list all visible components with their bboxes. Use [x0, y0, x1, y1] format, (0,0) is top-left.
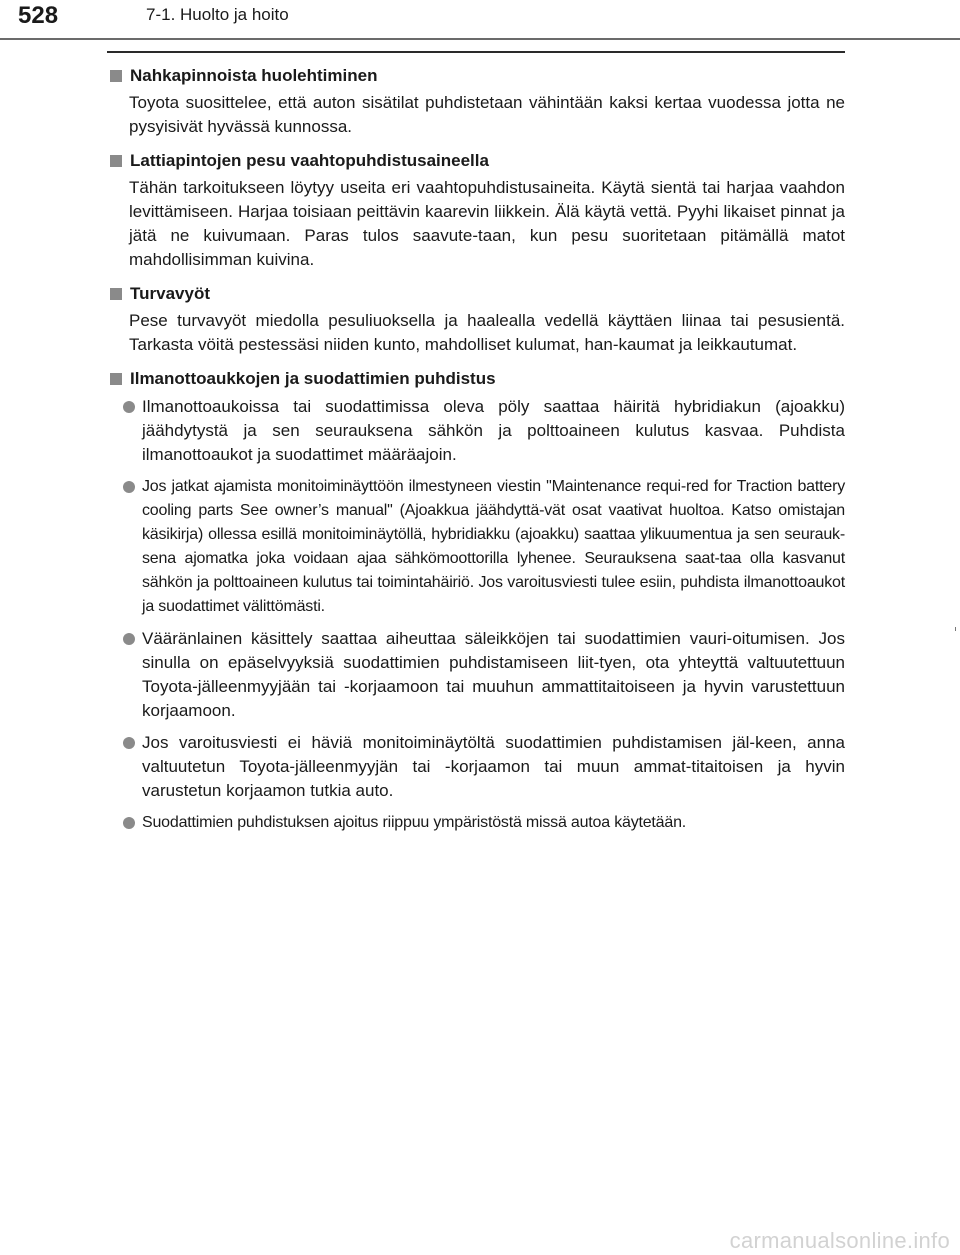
circle-bullet-icon	[123, 401, 135, 413]
section-heading: Lattiapintojen pesu vaahtopuhdistusaineella	[130, 151, 489, 170]
list-item-text: Jos varoitusviesti ei häviä monitoiminäytöltä suodattimien puhdistamisen jäl-keen, anna valtuutetun Toyota-jälleenmyyjän tai -korjaamon tai muun ammat-titaitoisen ja hyvin varustetun korjaamon tutkia auto.	[142, 733, 845, 800]
section-heading: Ilmanottoaukkojen ja suodattimien puhdistus	[130, 369, 496, 388]
list-item	[123, 811, 845, 835]
square-bullet-icon	[110, 155, 122, 167]
page-number: 528	[18, 2, 59, 29]
list-item	[123, 475, 845, 619]
section-floor-washing	[107, 149, 845, 272]
section-heading: Nahkapinnoista huolehtiminen	[130, 66, 378, 85]
circle-bullet-icon	[123, 633, 135, 645]
watermark: carmanualsonline.info	[729, 1228, 950, 1253]
section-paragraph: Tähän tarkoitukseen löytyy useita eri vaahtopuhdistusaineita. Käytä sientä tai harjaa vaahdon levittämiseen. Harjaa toisiaan peittävin kaarevin liikkein. Älä käytä vettä. Pyyhi likaiset pinnat ja jätä ne kuivumaan. Paras tulos saavute-taan, kun pesu suoritetaan pitämällä matot mahdollisimman kuivina.	[129, 178, 845, 269]
content-top-rule	[107, 51, 845, 53]
section-leather-care	[107, 64, 845, 139]
list-item-text: Suodattimien puhdistuksen ajoitus riippuu ympäristöstä missä autoa käytetään.	[142, 814, 687, 831]
section-paragraph: Pese turvavyöt miedolla pesuliuoksella ja haalealla vedellä käyttäen liinaa tai pesusientä. Tarkasta vöitä pestessäsi niiden kunto, mahdolliset kulumat, han-kaumat ja leikkautumat.	[129, 311, 845, 354]
circle-bullet-icon	[123, 481, 135, 493]
chapter-title: 7-1. Huolto ja hoito	[146, 5, 289, 24]
list-item	[123, 731, 845, 803]
page-content	[107, 64, 845, 845]
square-bullet-icon	[110, 288, 122, 300]
square-bullet-icon	[110, 373, 122, 385]
section-air-intake-cleaning	[107, 367, 845, 835]
section-heading: Turvavyöt	[130, 284, 210, 303]
edge-mark	[955, 627, 956, 631]
header-divider	[0, 38, 960, 40]
list-item	[123, 627, 845, 723]
section-seat-belts	[107, 282, 845, 357]
list-item-text: Vääränlainen käsittely saattaa aiheuttaa säleikköjen tai suodattimien vauri-oitumisen. Jos sinulla on epäselvyyksiä suodattimien puhdistamiseen liit-tyen, ota yhteyttä valtuutettuun Toyota-jälleenmyyjään tai -korjaamoon tai muuhun ammattitaitoiseen ja hyvin varustettuun korjaamoon.	[142, 629, 845, 720]
circle-bullet-icon	[123, 817, 135, 829]
section-paragraph: Toyota suosittelee, että auton sisätilat puhdistetaan vähintään kaksi kertaa vuodessa jotta ne pysyisivät hyvässä kunnossa.	[129, 93, 845, 136]
list-item-text: Ilmanottoaukoissa tai suodattimissa oleva pöly saattaa häiritä hybridiakun (ajoakku) jäähdytystä ja sen seurauksena sähkön ja polttoaineen kulutus kasvaa. Puhdista ilmanottoaukot ja suodattimet määräajoin.	[142, 397, 845, 464]
list-item-text: Jos jatkat ajamista monitoiminäyttöön ilmestyneen viestin "Maintenance requi-red for Traction battery cooling parts See owner’s manual" (Ajoakkua jäähdyttä-vät osat vaativat huoltoa. Katso omistajan käsikirja) ollessa esillä monitoiminäytöllä, hybridiakku (ajoakku) saattaa ylikuumentua ja sen seurauk-sena ajomatka joka voidaan ajaa sähkömoottorilla lyhenee. Seurauksena saat-taa olla kasvanut sähkön ja polttoaineen kulutus tai toimintahäiriö. Jos varoitusviesti tulee esiin, puhdista ilmanottoaukot ja suodattimet välittömästi.	[142, 478, 845, 615]
square-bullet-icon	[110, 70, 122, 82]
list-item	[123, 395, 845, 467]
circle-bullet-icon	[123, 737, 135, 749]
